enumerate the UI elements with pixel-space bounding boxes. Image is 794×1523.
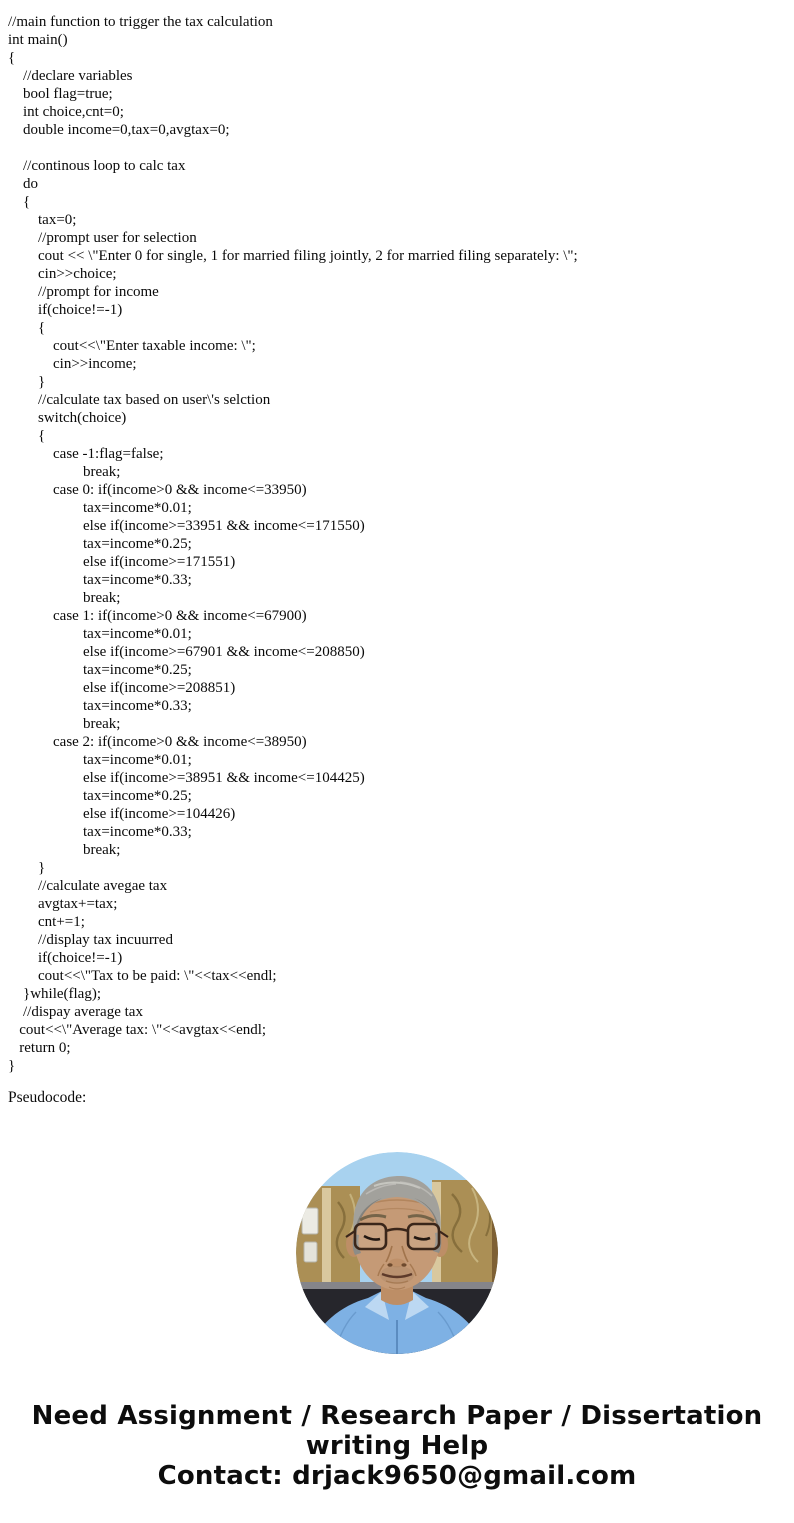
code-line: case 0: if(income>0 && income<=33950) bbox=[8, 482, 307, 498]
code-line: cout<<\"Average tax: \"<<avgtax<<endl; bbox=[8, 1022, 267, 1038]
code-line: { bbox=[8, 320, 46, 336]
banner-contact-line: Contact: drjack9650@gmail.com bbox=[157, 1461, 637, 1491]
code-line: switch(choice) bbox=[8, 410, 127, 426]
code-line: cin>>choice; bbox=[8, 266, 117, 282]
code-line: else if(income>=38951 && income<=104425) bbox=[8, 770, 365, 786]
code-line: tax=income*0.01; bbox=[8, 752, 192, 768]
code-line: //continous loop to calc tax bbox=[8, 158, 186, 174]
code-line: //prompt for income bbox=[8, 284, 159, 300]
code-line: else if(income>=104426) bbox=[8, 806, 236, 822]
code-line: case 2: if(income>0 && income<=38950) bbox=[8, 734, 307, 750]
code-line: if(choice!=-1) bbox=[8, 302, 123, 318]
code-line: } bbox=[8, 860, 46, 876]
code-line: break; bbox=[8, 590, 121, 606]
code-line: }while(flag); bbox=[8, 986, 102, 1002]
code-line: cin>>income; bbox=[8, 356, 137, 372]
code-line: { bbox=[8, 50, 16, 66]
code-line: //declare variables bbox=[8, 68, 133, 84]
code-line: tax=income*0.25; bbox=[8, 536, 192, 552]
pseudocode-label: Pseudocode: bbox=[8, 1089, 87, 1106]
code-line: if(choice!=-1) bbox=[8, 950, 123, 966]
code-line: tax=income*0.01; bbox=[8, 500, 192, 516]
code-line: //dispay average tax bbox=[8, 1004, 143, 1020]
code-line: break; bbox=[8, 842, 121, 858]
code-line: case 1: if(income>0 && income<=67900) bbox=[8, 608, 307, 624]
code-line: } bbox=[8, 1058, 16, 1074]
code-line: case -1:flag=false; bbox=[8, 446, 164, 462]
code-line: tax=income*0.33; bbox=[8, 572, 192, 588]
code-line: cout << \"Enter 0 for single, 1 for married filing jointly, 2 for married filing separately: \"; bbox=[8, 248, 578, 264]
code-line: tax=income*0.33; bbox=[8, 698, 192, 714]
code-line: tax=income*0.01; bbox=[8, 626, 192, 642]
code-line: //main function to trigger the tax calculation bbox=[8, 14, 273, 30]
code-line: tax=income*0.33; bbox=[8, 824, 192, 840]
code-line: else if(income>=208851) bbox=[8, 680, 236, 696]
code-line: avgtax+=tax; bbox=[8, 896, 118, 912]
code-line: int main() bbox=[8, 32, 68, 48]
banner-heading-line-2: writing Help bbox=[305, 1431, 489, 1461]
code-line: } bbox=[8, 374, 46, 390]
presenter-photo-illustration bbox=[296, 1152, 498, 1354]
code-line: cnt+=1; bbox=[8, 914, 85, 930]
code-line: double income=0,tax=0,avgtax=0; bbox=[8, 122, 230, 138]
code-line: { bbox=[8, 194, 31, 210]
code-line: cout<<\"Tax to be paid: \"<<tax<<endl; bbox=[8, 968, 277, 984]
code-listing bbox=[8, 13, 578, 1075]
code-line: //calculate tax based on user\'s selction bbox=[8, 392, 271, 408]
code-line: //calculate avegae tax bbox=[8, 878, 168, 894]
code-line: //prompt user for selection bbox=[8, 230, 197, 246]
code-line: int choice,cnt=0; bbox=[8, 104, 124, 120]
code-line: tax=income*0.25; bbox=[8, 788, 192, 804]
code-line: else if(income>=33951 && income<=171550) bbox=[8, 518, 365, 534]
code-line: else if(income>=171551) bbox=[8, 554, 236, 570]
code-line: return 0; bbox=[8, 1040, 71, 1056]
code-line bbox=[8, 139, 578, 157]
code-line: bool flag=true; bbox=[8, 86, 113, 102]
code-line: { bbox=[8, 428, 46, 444]
code-line: do bbox=[8, 176, 38, 192]
code-line: break; bbox=[8, 464, 121, 480]
code-line: else if(income>=67901 && income<=208850) bbox=[8, 644, 365, 660]
code-line: break; bbox=[8, 716, 121, 732]
code-line: cout<<\"Enter taxable income: \"; bbox=[8, 338, 256, 354]
code-line: tax=income*0.25; bbox=[8, 662, 192, 678]
promo-banner bbox=[0, 1401, 794, 1491]
code-line: tax=0; bbox=[8, 212, 77, 228]
presenter-photo bbox=[296, 1152, 498, 1354]
banner-heading-line-1: Need Assignment / Research Paper / Dissertation bbox=[31, 1401, 763, 1431]
code-line: //display tax incuurred bbox=[8, 932, 173, 948]
